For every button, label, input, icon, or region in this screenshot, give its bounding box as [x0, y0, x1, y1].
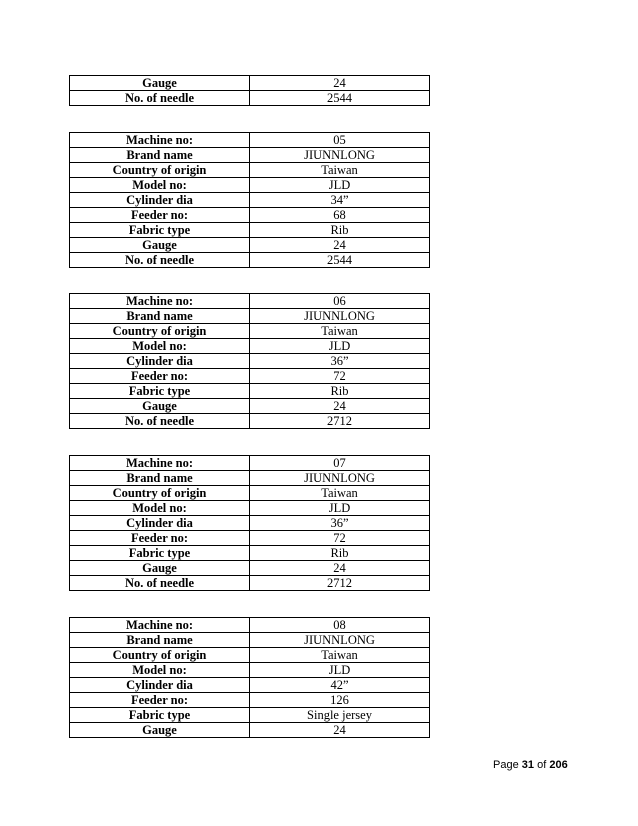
row-value: 07: [250, 456, 430, 471]
table-row: [70, 253, 430, 268]
table-row: [70, 678, 430, 693]
page-prefix: Page: [493, 759, 519, 771]
row-value: Single jersey: [250, 708, 430, 723]
row-label: Country of origin: [70, 486, 250, 501]
page-total: 206: [549, 759, 568, 771]
table-row: [70, 516, 430, 531]
table-row: [70, 354, 430, 369]
spec-table-machine-05: [69, 132, 430, 268]
row-label: No. of needle: [70, 576, 250, 591]
row-value: 2712: [250, 414, 430, 429]
row-label: Model no:: [70, 663, 250, 678]
table-row: [70, 486, 430, 501]
row-value: Rib: [250, 223, 430, 238]
row-value: 72: [250, 369, 430, 384]
table-row: [70, 148, 430, 163]
row-label: Cylinder dia: [70, 354, 250, 369]
table-row: [70, 693, 430, 708]
row-value: JLD: [250, 501, 430, 516]
row-value: 34”: [250, 193, 430, 208]
row-value: Rib: [250, 384, 430, 399]
row-label: No. of needle: [70, 91, 250, 106]
row-label: Fabric type: [70, 708, 250, 723]
row-label: Gauge: [70, 399, 250, 414]
table-row: [70, 178, 430, 193]
table-row: [70, 324, 430, 339]
spec-table-machine-06: [69, 293, 430, 429]
row-label: Fabric type: [70, 546, 250, 561]
table-row: [70, 546, 430, 561]
row-label: Feeder no:: [70, 531, 250, 546]
table-row: [70, 618, 430, 633]
table-row: [70, 708, 430, 723]
row-label: Brand name: [70, 633, 250, 648]
row-label: Feeder no:: [70, 369, 250, 384]
row-label: Gauge: [70, 561, 250, 576]
row-label: Country of origin: [70, 648, 250, 663]
table-row: [70, 633, 430, 648]
row-value: 2544: [250, 253, 430, 268]
row-label: Brand name: [70, 148, 250, 163]
row-label: Brand name: [70, 471, 250, 486]
row-value: 24: [250, 399, 430, 414]
row-value: Taiwan: [250, 486, 430, 501]
page-footer: [493, 759, 568, 771]
row-label: Gauge: [70, 723, 250, 738]
table-row: [70, 561, 430, 576]
table-row: [70, 471, 430, 486]
row-label: Machine no:: [70, 294, 250, 309]
spec-table-machine-07: [69, 455, 430, 591]
table-row: [70, 193, 430, 208]
table-row: [70, 384, 430, 399]
spec-table-machine-08: [69, 617, 430, 738]
table-row: [70, 208, 430, 223]
page-of: of: [537, 759, 547, 771]
row-value: 2712: [250, 576, 430, 591]
row-value: 24: [250, 76, 430, 91]
row-value: Taiwan: [250, 648, 430, 663]
row-value: 36”: [250, 354, 430, 369]
row-value: 24: [250, 561, 430, 576]
table-row: [70, 576, 430, 591]
table-row: [70, 309, 430, 324]
table-row: [70, 456, 430, 471]
row-label: Model no:: [70, 501, 250, 516]
table-row: [70, 723, 430, 738]
row-value: 24: [250, 238, 430, 253]
row-value: 05: [250, 133, 430, 148]
spec-table-partial: [69, 75, 430, 106]
row-value: 72: [250, 531, 430, 546]
table-row: [70, 369, 430, 384]
table-row: [70, 339, 430, 354]
row-label: Feeder no:: [70, 208, 250, 223]
row-value: JLD: [250, 339, 430, 354]
row-value: JIUNNLONG: [250, 148, 430, 163]
row-value: 68: [250, 208, 430, 223]
row-value: 06: [250, 294, 430, 309]
row-label: Cylinder dia: [70, 193, 250, 208]
row-value: JIUNNLONG: [250, 633, 430, 648]
row-value: 08: [250, 618, 430, 633]
row-value: Rib: [250, 546, 430, 561]
row-label: Fabric type: [70, 223, 250, 238]
row-label: Machine no:: [70, 456, 250, 471]
page-current: 31: [521, 759, 535, 771]
table-row: [70, 663, 430, 678]
row-label: Machine no:: [70, 618, 250, 633]
table-row: [70, 163, 430, 178]
row-value: JLD: [250, 663, 430, 678]
table-row: [70, 223, 430, 238]
table-row: [70, 501, 430, 516]
row-value: JIUNNLONG: [250, 471, 430, 486]
row-value: Taiwan: [250, 324, 430, 339]
row-value: Taiwan: [250, 163, 430, 178]
row-label: Model no:: [70, 339, 250, 354]
table-row: [70, 76, 430, 91]
row-label: No. of needle: [70, 414, 250, 429]
row-label: Cylinder dia: [70, 678, 250, 693]
table-row: [70, 531, 430, 546]
table-row: [70, 648, 430, 663]
row-value: 42”: [250, 678, 430, 693]
row-value: 36”: [250, 516, 430, 531]
row-value: JIUNNLONG: [250, 309, 430, 324]
row-label: Feeder no:: [70, 693, 250, 708]
row-value: JLD: [250, 178, 430, 193]
table-row: [70, 414, 430, 429]
table-row: [70, 133, 430, 148]
row-label: Cylinder dia: [70, 516, 250, 531]
row-label: Gauge: [70, 238, 250, 253]
row-label: Model no:: [70, 178, 250, 193]
row-value: 2544: [250, 91, 430, 106]
row-label: Country of origin: [70, 163, 250, 178]
row-value: 126: [250, 693, 430, 708]
row-label: Country of origin: [70, 324, 250, 339]
row-label: No. of needle: [70, 253, 250, 268]
row-label: Fabric type: [70, 384, 250, 399]
table-row: [70, 238, 430, 253]
row-label: Gauge: [70, 76, 250, 91]
table-row: [70, 294, 430, 309]
row-label: Brand name: [70, 309, 250, 324]
row-value: 24: [250, 723, 430, 738]
table-row: [70, 91, 430, 106]
row-label: Machine no:: [70, 133, 250, 148]
table-row: [70, 399, 430, 414]
